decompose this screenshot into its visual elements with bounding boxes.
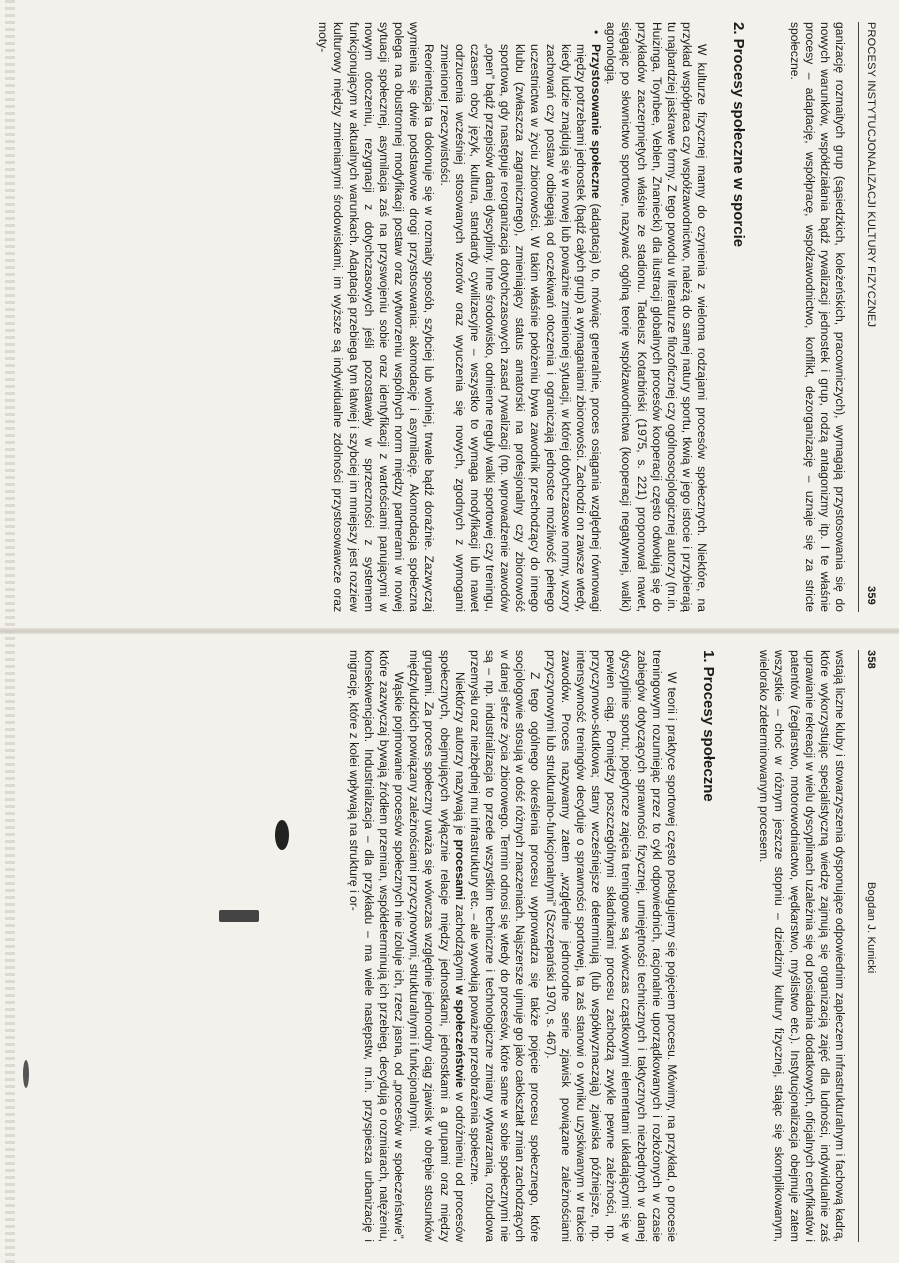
scan-edge-artifact <box>5 0 15 1263</box>
running-head-author: Bogdan J. Kunicki <box>865 882 877 974</box>
paragraph: Z tego ogólnego określenia procesu wyprowadza się także pojęcie procesu społecznego, które socjologowie stosują w dość różnych znaczeniach. Najszersze ujmuje go jako całokształt zmian zachodzących w danej sferze życia zbiorowego. Termin odnosi się wtedy do procesów, które same w sobie społecznymi nie są – np. industrializacja to przede wszystkim techniczne i technologiczne zmiany wytwarzania, rozbudowa przemysłu oraz niezbędnej mu infrastruktury etc. – ale wywołują poważne przeobrażenia społeczne. <box>467 650 543 1242</box>
paragraph-with-bold <box>406 650 467 1242</box>
text-run: w odróżnieniu od procesów społecznych, obejmujących wyłącznie relacje między jednostkami, jednostkami a grupami oraz między grupami. Za proces społeczny uważa się wówczas względnie jednorodny ciąg zjawisk w obrębie stosunków międzyludzkich powiązany zależnościami przyczynowymi, strukturalnymi i funkcjonalnymi. <box>407 650 467 1242</box>
bullet-text: (adaptacja) to, mówiąc generalnie, proces osiągania względnej równowagi między potrzebami jednostek (bądź całych grup) a wymaganiami zbiorowości. Zachodzi on zawsze wtedy, kiedy ludzie znajdują się w nowej lub poważnie zmienionej sytuacji, w której dotychczasowe normy, wzory zachowań czy postaw odbiegają od oczekiwań otoczenia i ograniczają jednostce możliwość pełnego uczestnictwa w życiu zbiorowości. W takim właśnie położeniu bywa zawodnik przechodzący do innego klubu (zwłaszcza zagranicznego), zmieniający status amatorski na profesjonalny czy zbiorowość sportowa, gdy następuje reorganizacja dotychczasowych zasad rywalizacji (np. wprowadzenie zawodów „open” bądź przepisów danej dyscypliny. Inne środowisko, odmienne reguły walki sportowej czy treningu, czasem obcy język, kultura, standardy cywilizacyjne – wszystko to wymaga modyfikacji lub nawet odrzucenia wcześniej stosowanych wzorów oraz wyuczenia się nowych, zgodnych z wymogami zmienionej rzeczywistości. <box>437 44 604 612</box>
scan-speck <box>219 910 259 922</box>
bold-term: Przystosowanie społeczne <box>589 43 604 199</box>
bold-term: procesami <box>452 839 467 900</box>
intro-paragraph: wstają liczne kluby i stowarzyszenia dysponujące odpowiednim zapleczem infrastrukturalnym i fachową kadrą, które wykorzystując specjalistyczną wiedzę zajmują się organizacją zajęć dla ludności, indywidualnie zaś uprawianie rekreacji w wielu dyscyplinach uzależnia się od posiadania dodatkowych, oficjalnych certyfikatów i patentów (żeglarstwo, motorowodniactwo, wędkarstwo, myślistwo etc.). Instytucjonalizacja obejmuje zatem wszystkie – choć w różnym jeszcze stopniu – dziedziny kultury fizycznej, stając się skomplikowanym, wielorako zdeterminowanym procesem. <box>757 650 847 1242</box>
bullet-glyph: • <box>589 30 604 44</box>
running-head-title: PROCESY INSTYTUCJONALIZACJI KULTURY FIZYCZNEJ <box>865 22 877 328</box>
text-column <box>315 22 847 612</box>
section-heading: 1. Procesy społeczne <box>700 650 718 802</box>
paragraph: Wąskie pojmowanie procesów społecznych nie izoluje ich, rzecz jasna, od „procesów w społeczeństwie”, które zazwyczaj bywają źródłem przemian, współdeterminują ich przebieg, decydują o rozmiarach, natężeniu, konsekwencjach. Industrializacja – dla przykładu – ma wiele następstw, m.in. przyspiesza urbanizację i migrację, które z kolei wpływają na strukturę i or- <box>346 650 407 1242</box>
page-number: 358 <box>865 650 877 669</box>
header-rule <box>858 650 859 1242</box>
header-rule <box>858 22 859 612</box>
bullet-paragraph <box>436 22 603 612</box>
text-run: Niektórzy autorzy nazywają je <box>452 672 467 840</box>
paragraph: Reorientacja ta dokonuje się w rozmaity sposób, szybciej lub wolniej, trwale bądź doraźnie. Zazwyczaj wymienia się dwie podstawowe drogi przystosowania: akomodację i asymilację. Akomodacja społeczna polega na obustronnej modyfikacji postaw oraz wytworzeniu wspólnych norm między partnerami w nowej sytuacji społecznej, asymilacja zaś na przyswojeniu sobie oraz identyfikacji z wartościami panującymi w nowym otoczeniu, rezygnacji z dotychczasowych jeśli pozostawały w sprzeczności z systemem funkcjonującym w aktualnych warunkach. Adaptacja przebiega tym łatwiej i szybciej im mniejszy jest rozziew kulturowy między zmienianymi środowiskami, im wyższe są indywidualne zdolności przystosowawcze oraz moty- <box>316 22 437 612</box>
paragraph: W teorii i praktyce sportowej często posługujemy się pojęciem procesu. Mówimy, na przykład, o procesie treningowym rozumiejąc przez to cykl odpowiednich, racjonalnie uporządkowanych i rozłożonych w czasie zabiegów dotyczących sprawności fizycznej, umiejętności technicznych i taktycznych niezbędnych w danej dyscyplinie sportu; pojedyncze zajęcia treningowe są wówczas cząstkowymi elementami układającymi się w pewien ciąg. Pomiędzy poszczególnymi składnikami procesu zachodzą zwykle pewne zależności, np. przyczynowo-skutkowa; stany wcześniejsze determinują (lub współwyznaczają) zjawiska późniejsze, np. intensywność treningów decyduje o sprawności sportowej, ta zaś stanowi o wyniku uzyskiwanym w trakcie zawodów. Proces nazywamy zatem „względnie jednorodne serie zjawisk powiązane zależnościami przyczynowymi lub strukturalno-funkcjonalnymi” (Szczepański 1970, s. 467). <box>543 650 679 1242</box>
page-number: 359 <box>865 586 877 605</box>
bold-term: w społeczeństwie <box>452 985 467 1088</box>
paragraph: W kulturze fizycznej mamy do czynienia z wieloma rodzajami procesów społecznych. Niektóre, na przykład współpraca czy współzawodnictwo, należą do samej natury sportu, tkwią w jego istocie i przybierają tu najbardziej jaskrawe formy. Z tego powodu w literaturze filozoficznej czy ogólnosocjologicznej autorzy (m.in. Huizinga, Toynbee, Veblen, Znaniecki) dla ilustracji globalnych procesów kooperacji często odwołują się do przykładów zaczerpniętych właśnie ze stadionu. Tadeusz Kotarbiński (1975, s. 221) proponował nawet, sięgając po słownictwo sportowe, nazywać ogólną teorię współzawodnictwa (kooperacji negatywnej, walki) agonologią. <box>604 22 710 612</box>
text-column <box>345 650 847 1242</box>
scan-speck <box>275 820 289 850</box>
section-heading: 2. Procesy społeczne w sporcie <box>730 22 748 248</box>
intro-paragraph: ganizację rozmaitych grup (sąsiedzkich, koleżeńskich, pracowniczych), wymagają przystosowania się do nowych warunków, współdziałania bądź rywalizacji jednostek i grup, rodzą antagonizmy itp. I te właśnie procesy – adaptację, współpracę, współzawodnictwo, konflikt, dezorganizację – uznaje się za stricte społeczne. <box>787 22 847 612</box>
scan-speck <box>23 1060 29 1088</box>
page-359 <box>0 0 899 631</box>
page-358 <box>0 632 899 1263</box>
text-run: zachodzącymi <box>452 899 467 986</box>
